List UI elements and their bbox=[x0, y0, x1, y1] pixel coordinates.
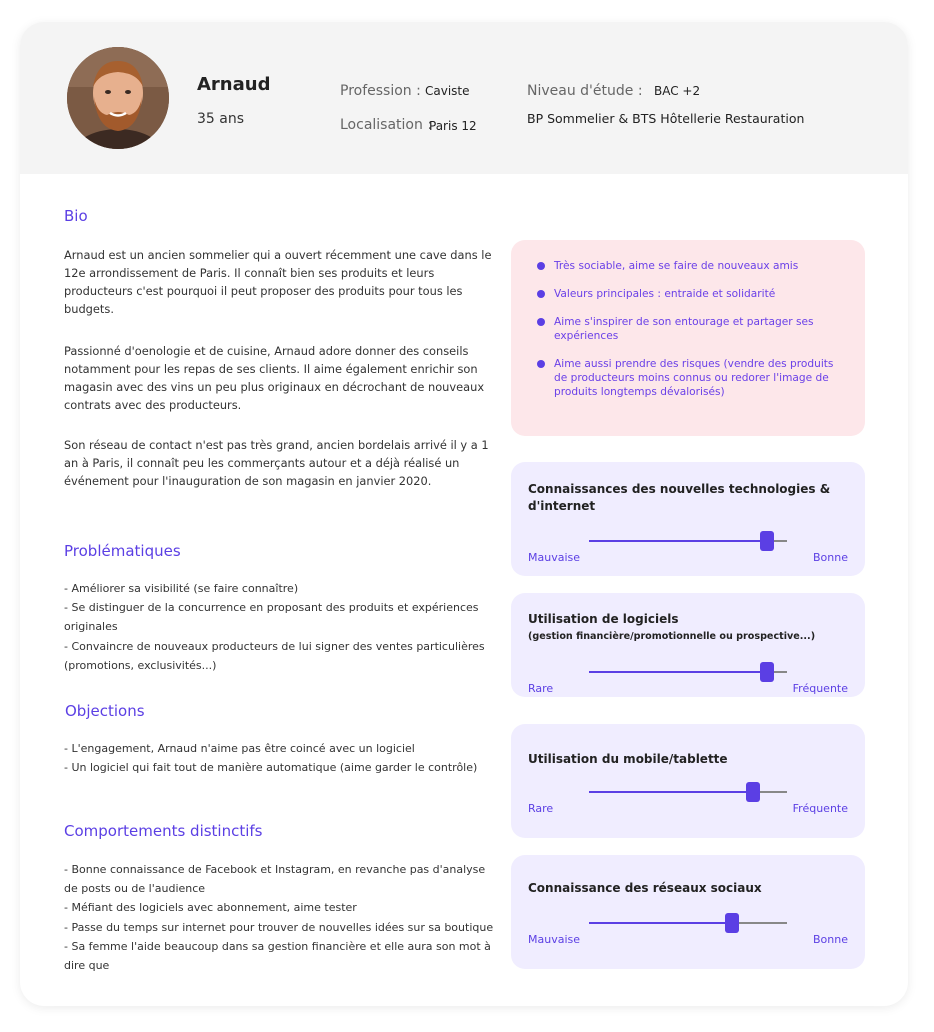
trait-item: Aime aussi prendre des risques (vendre des produits de producteurs moins connus ou redorer l'image de produits longtemps dévalorisés) bbox=[529, 357, 844, 399]
list-item: - Améliorer sa visibilité (se faire connaître) bbox=[64, 582, 299, 595]
scale-low-label: Mauvaise bbox=[528, 551, 581, 564]
comportements-title: Comportements distinctifs bbox=[64, 822, 263, 840]
avatar bbox=[67, 47, 169, 149]
list-item: - Bonne connaissance de Facebook et Instagram, en revanche pas d'analyse de posts ou de l'audience bbox=[64, 863, 486, 896]
diploma-value: BP Sommelier & BTS Hôtellerie Restauration bbox=[527, 111, 805, 126]
bullet-icon bbox=[537, 318, 545, 326]
scale-title: Connaissance des réseaux sociaux bbox=[528, 881, 762, 895]
scale-high-label: Bonne bbox=[813, 551, 848, 564]
list-item: - Sa femme l'aide beaucoup dans sa gestion financière et elle aura son mot à dire que bbox=[64, 939, 491, 973]
location-value: Paris 12 bbox=[429, 119, 477, 133]
list-item: - L'engagement, Arnaud n'aime pas être coincé avec un logiciel bbox=[64, 742, 415, 755]
bullet-icon bbox=[537, 290, 545, 298]
slider-thumb[interactable] bbox=[760, 531, 774, 551]
scale-subtitle: (gestion financière/promotionnelle ou prospective...) bbox=[528, 631, 816, 642]
comportements-list bbox=[64, 860, 494, 975]
scale-title: Connaissances des nouvelles technologies & d'internet bbox=[528, 482, 831, 513]
persona-header bbox=[20, 22, 908, 174]
list-item: - Un logiciel qui fait tout de manière automatique (aime garder le contrôle) bbox=[64, 761, 478, 775]
bullet-icon bbox=[537, 262, 545, 270]
list-item: - Passe du temps sur internet pour trouver de nouvelles idées sur sa boutique bbox=[64, 920, 494, 934]
slider-fill bbox=[589, 791, 753, 793]
scale-title: Utilisation du mobile/tablette bbox=[528, 752, 728, 766]
profession-value: Caviste bbox=[425, 84, 470, 98]
education-value: BAC +2 bbox=[654, 84, 701, 98]
scale-slider[interactable] bbox=[589, 540, 787, 542]
scale-slider[interactable] bbox=[589, 922, 787, 924]
slider-fill bbox=[589, 922, 732, 924]
persona-name: Arnaud bbox=[197, 74, 271, 95]
scale-high-label: Fréquente bbox=[792, 802, 848, 815]
scale-high-label: Bonne bbox=[813, 933, 848, 946]
traits-box bbox=[511, 240, 865, 436]
scale-software-usage bbox=[511, 593, 865, 697]
problematiques-list bbox=[64, 579, 494, 675]
persona-card bbox=[20, 22, 908, 1006]
scale-mobile-usage bbox=[511, 724, 865, 838]
scale-high-label: Fréquente bbox=[792, 682, 848, 695]
bio-paragraph: Passionné d'oenologie et de cuisine, Arnaud adore donner des conseils notamment pour les repas de ses clients. Il aime également enrichir son magasin avec des vins un peu plus originaux en décrochant de nouveaux contrats avec des producteurs. bbox=[64, 344, 485, 412]
list-item: - Méfiant des logiciels avec abonnement, aime tester bbox=[64, 901, 357, 915]
slider-thumb[interactable] bbox=[725, 913, 739, 933]
scale-low-label: Rare bbox=[528, 802, 554, 815]
scale-tech-knowledge bbox=[511, 462, 865, 576]
trait-item: Valeurs principales : entraide et solidarité bbox=[529, 287, 844, 301]
scale-low-label: Mauvaise bbox=[528, 933, 581, 946]
scale-low-label: Rare bbox=[528, 682, 554, 695]
profession-label: Profession : bbox=[340, 83, 421, 99]
education-label: Niveau d'étude : bbox=[527, 83, 643, 99]
persona-age: 35 ans bbox=[197, 111, 245, 127]
bullet-icon bbox=[537, 360, 545, 368]
slider-fill bbox=[589, 671, 767, 673]
avatar-portrait bbox=[67, 47, 169, 149]
problematiques-title: Problématiques bbox=[64, 542, 181, 560]
slider-fill bbox=[589, 540, 767, 542]
scale-slider[interactable] bbox=[589, 791, 787, 793]
trait-item: Aime s'inspirer de son entourage et partager ses expériences bbox=[529, 315, 844, 343]
bio-paragraph: Arnaud est un ancien sommelier qui a ouvert récemment une cave dans le 12e arrondissement de Paris. Il connaît bien ses produits et leurs producteurs c'est pourquoi il peut proposer des produits pour tous les budgets. bbox=[64, 248, 492, 316]
objections-list bbox=[64, 739, 494, 777]
objections-title: Objections bbox=[65, 702, 145, 720]
list-item: - Convaincre de nouveaux producteurs de lui signer des ventes particulières (promotions, exclusivités...) bbox=[64, 639, 485, 672]
scale-slider[interactable] bbox=[589, 671, 787, 673]
bio-title: Bio bbox=[64, 207, 88, 225]
slider-thumb[interactable] bbox=[746, 782, 760, 802]
bio-paragraph: Son réseau de contact n'est pas très grand, ancien bordelais arrivé il y a 1 an à Paris, il connaît peu les commerçants autour et a déjà réalisé un événement pour l'inauguration de son magasin en janvier 2020. bbox=[64, 438, 489, 488]
scale-title: Utilisation de logiciels (gestion financière/promotionnelle ou prospective...) bbox=[528, 611, 848, 645]
slider-thumb[interactable] bbox=[760, 662, 774, 682]
list-item: - Se distinguer de la concurrence en proposant des produits et expériences originales bbox=[64, 601, 479, 634]
scale-social-knowledge bbox=[511, 855, 865, 969]
trait-item: Très sociable, aime se faire de nouveaux amis bbox=[529, 259, 844, 273]
location-label: Localisation : bbox=[340, 117, 433, 133]
